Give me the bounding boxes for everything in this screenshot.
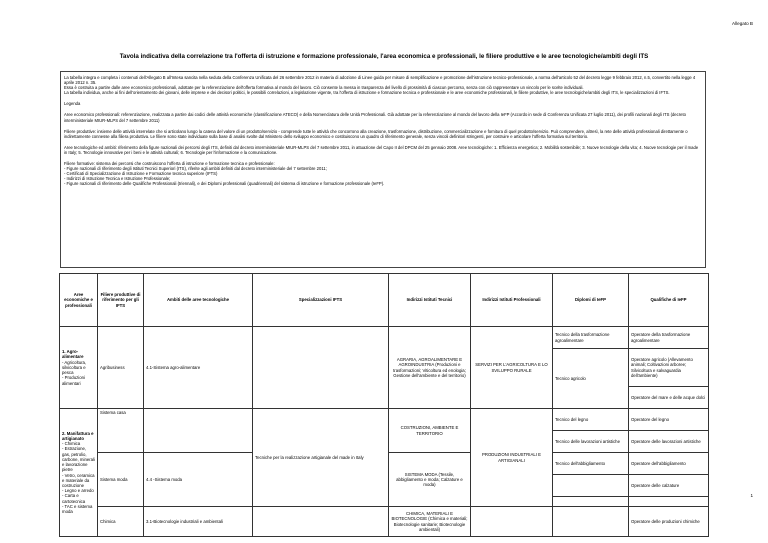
professionali-chimica-empty [471, 507, 553, 537]
qualifica-agricolo: Operatore agricolo (Allevamento animali; Coltivazioni arboree; Silvicoltura e salvaguardia dell'ambiente) [629, 349, 709, 387]
area-manifattura-sub: - Chimica [62, 441, 81, 447]
ifts-agro-empty [253, 327, 389, 409]
table-header-row [60, 274, 709, 327]
qualifica-legno: Operatore del legno [629, 409, 709, 431]
area-manifattura-sub: - Carta e cartotecnica [62, 493, 86, 504]
legend-tecnologiche: Aree tecnologiche ed ambiti: riferimento della figure nazionali dei percorsi degli ITS, definiti dal decreto interministeriale MIUR-MLPS del 7 settembre 2011, in attuazione del Capo II del DPCM del 25 gennaio 2008. Aree tecnologiche: 1. Efficienza energetica; 2. Mobilità sostenibile; 3. Nuove tecnologie della vita; 4. Nuove tecnologie per il made in Italy; 5. Tecnologie innovative per i beni e le attività culturali; 6. Tecnologie per l'informazione e la comunicazione. [64, 144, 699, 155]
diploma-trasformazione: Tecnico della trasformazione agroalimentare [553, 327, 629, 349]
filiera-casa: Sistema casa [98, 409, 144, 453]
page-title: Tavola indicativa della correlazione tra l'offerta di istruzione e formazione professionale, l'area economica e professionali, le filiere produttive e le aree tecnologiche/ambiti degli ITS [119, 53, 649, 60]
area-manifattura-sub: - Vetro, ceramica e materiale da costruzione [62, 472, 95, 488]
offerta-title: Filiere formative: sistema dei percorsi che costruiscono l'offerta di istruzione e formazione tecnica e professionale: [64, 161, 275, 167]
professionali-industriali: PRODUZIONI INDUSTRIALI E ARTIGIANALI [471, 409, 553, 507]
area-manifattura-sub: - Legno e arredo [62, 488, 94, 494]
legend-filiere: Filiere produttive: insieme delle attività interrelate che si articolano lungo la catena del valore di un prodotto/servizio - comprende tutte le attività che concorrono alla creazione, trasformazione, distribuzione, commercializzazione e fornitura di quel prodotto/servizio. Può comprendere, altresì, la rete delle attività professionali direttamente o indirettamente connesse alla filiera produttiva. Le filiere sono state individuate sulla base di analisi svolte dal Ministero dello sviluppo economico e costituiscono un quadro di riferimento generale, senza vincoli definitori stringenti, per costruire e articolare l'offerta formativa sul territorio. [64, 128, 688, 139]
legend-aree: Aree economico professionali: referenziazione, realizzata a partire dai codici delle attività economiche (classificazione ATECO) e della Nomenclatura delle Unità Professionali. Già adottate per la referenziazione al mondo del lavoro della IeFP (Accordo in sede di Conferenza Unificata 27 luglio 2011), dei profili nazionali degli ITS (decreto interministeriale MIUR-MLPS del 7 settembre 2011) [64, 112, 686, 123]
ambito-biotecnologie: 3.1-Biotecnologie industriali e ambientali [144, 507, 253, 537]
area-manifattura-sub: - Estrazione, gas, petrolio, carbone, minerali e lavorazione pietre [62, 446, 95, 473]
header-professionali: Indirizzi Istituti Professionali [471, 274, 553, 327]
allegato-label: Allegato B [732, 21, 753, 26]
table-row [60, 507, 709, 537]
diploma-legno: Tecnico del legno [553, 409, 629, 431]
header-diplomi: Diplomi di IeFP [553, 274, 629, 327]
diploma-chimica-empty [553, 507, 629, 537]
header-ifts: Specializzazioni IFTS [253, 274, 389, 327]
tecnici-moda: SISTEMA MODA (Tessile, abbigliamento e moda; Calzature e moda) [389, 453, 471, 507]
intro-box [60, 71, 706, 268]
header-filiere: Filiere produttive di riferimento per gli IFTS [98, 274, 144, 327]
filiera-moda: Sistema moda [98, 453, 144, 507]
qualifica-trasformazione: Operatore della trasformazione agroalimentare [629, 327, 709, 349]
offerta-item: - Figure nazionali di riferimento degli Istituti Tecnici Superiori (ITS), riferite agli ambiti definiti dal decreto interministeriale del 7 settembre 2011; [64, 166, 327, 172]
area-agro-sub: - Produzioni alimentari [62, 375, 85, 386]
professionali-agricoltura: SERVIZI PER L'AGRICOLTURA E LO SVILUPPO RURALE [471, 327, 553, 409]
area-agro-title: 1. Agro-alimentare [62, 349, 84, 360]
ifts-chimica-empty [253, 507, 389, 537]
filiera-chimica: Chimica [98, 507, 144, 537]
offerta-item: - Figure nazionali di riferimento delle Qualifiche Professionali (triennali), e dei Diplomi professionali (quadriennali) del sistema di istruzione e formazione professionale (IeFP). [64, 181, 385, 187]
legend-heading: Legenda [64, 101, 81, 107]
tecnici-agraria: AGRARIA, AGROALIMENTARE E AGROINDUSTRIA (Produzioni e trasformazioni; Viticoltura ed enologia; Gestione dell'ambiente e del territorio) [389, 327, 471, 409]
intro-paragraph-2: Essa è costruita a partire dalle aree economico professionali, adottate per la referenziazione dell'offerta formativa al mondo del lavoro. Ciò consente la messa in trasparenza del livello di prossimità di ciascun percorso, senza con ciò rappresentare un vincolo per le scelte individuali. [64, 85, 584, 91]
filiera-agribusiness: Agribusiness [98, 327, 144, 409]
qualifica-chimiche: Operatore delle produzioni chimiche [629, 507, 709, 537]
header-qualifiche: Qualifiche di IeFP [629, 274, 709, 327]
page-number: 1 [750, 493, 753, 498]
legend-offerta [64, 161, 702, 186]
diploma-abbigliamento: Tecnico dell'abbigliamento [553, 453, 629, 475]
table-row [60, 409, 709, 431]
tecnici-chimica: CHIMICA, MATERIALI E BIOTECNOLOGIE (Chimica e materiali; Biotecnologie sanitarie; Biotecnologie ambientali) [389, 507, 471, 537]
header-aree: Aree economiche e professionali [60, 274, 98, 327]
offerta-item: - Indirizzi di Istruzione Tecnica e Istruzione Professionale; [64, 176, 171, 182]
ambito-moda: 4.4 -Sistema moda [144, 453, 253, 507]
area-agro-sub: - Agricoltura, silvicoltura e pesca [62, 359, 87, 376]
area-manifattura-sub: - TAC e sistema moda [62, 503, 93, 514]
ifts-made-in-italy: Tecniche per la realizzazione artigianale del made in Italy [253, 409, 389, 507]
qualifica-abbigliamento: Operatore dell'abbigliamento [629, 453, 709, 475]
qualifica-mare: Operatore del mare e delle acque dolci [629, 387, 709, 409]
diploma-agricolo: Tecnico agricolo [553, 349, 629, 409]
tecnici-costruzioni: COSTRUZIONI, AMBIENTE E TERRITORIO [389, 409, 471, 453]
table-row [60, 327, 709, 349]
ambito-casa-empty [144, 409, 253, 453]
area-agro [60, 327, 98, 409]
qualifica-calzature: Operatore delle calzature [629, 475, 709, 497]
ambito-agroalimentare: 4.1-Sistema agro-alimentare [144, 327, 253, 409]
qualifica-empty [629, 497, 709, 507]
offerta-item: - Certificati di Specializzazione di Istruzione e Formazione tecnica superiore (IFTS) [64, 171, 218, 177]
intro-paragraph-1: La tabella integra e completa i contenuti dell'Allegato B all'Intesa sancita nella seduta della Conferenza Unificata del 26 settembre 2012 in materia di adozione di Linee guida per misure di semplificazione e promozione dell'istruzione tecnico-professionale, a norma dell'articolo 52 del decreto legge 9 febbraio 2012, n.5, convertito nella legge 4 aprile 2012 n. 35. [64, 75, 696, 86]
header-tecnici: Indirizzi Istituti Tecnici [389, 274, 471, 327]
diploma-empty [553, 497, 629, 507]
intro-paragraph-3: La tabella individua, anche ai fini dell'orientamento dei giovani, delle imprese e dei decisori politici, le possibili correlazioni, a legislazione vigente, tra l'offerta di istruzione e formazione tecnica e professionale e le aree economiche professionali, le filiere produttive, le aree tecnologiche/ambiti degli ITS, le specializzazioni di IFTS. [64, 90, 670, 96]
header-ambiti: Ambiti delle aree tecnologiche [144, 274, 253, 327]
area-manifattura-title: 2. Manifattura e artigianato [62, 430, 94, 442]
diploma-empty [553, 475, 629, 497]
diploma-artistiche: Tecnico delle lavorazioni artistiche [553, 431, 629, 453]
area-manifattura [60, 409, 98, 537]
qualifica-artistiche: Operatore delle lavorazioni artistiche [629, 431, 709, 453]
correlation-table [59, 273, 709, 537]
